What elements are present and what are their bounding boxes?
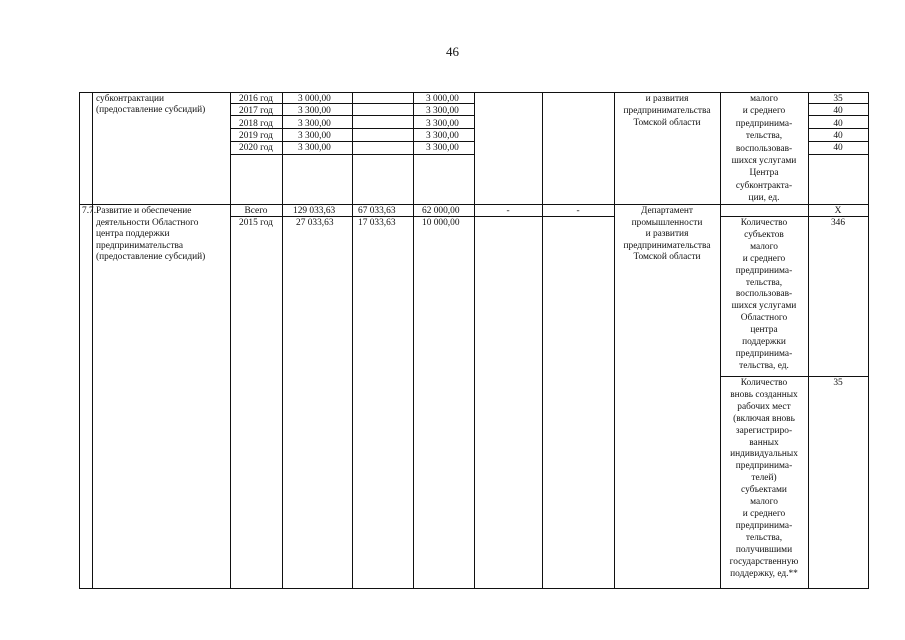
- total-2015: 27 033,63: [296, 218, 334, 228]
- executor-line: предпринимательства: [623, 106, 711, 116]
- prev-name-line: (предоставление субсидий): [96, 104, 206, 115]
- page-number: 46: [446, 44, 459, 59]
- regional-cell: 3 300,00: [426, 143, 459, 154]
- executor-line: Департамент: [641, 206, 693, 216]
- total-all: 129 033,63: [293, 206, 336, 216]
- indicator-line: вновь созданных: [730, 389, 798, 400]
- regional-cell: 3 000,00: [426, 94, 459, 104]
- value-cell: 40: [833, 118, 843, 129]
- total-cell: 3 300,00: [298, 130, 331, 141]
- prev-indicator: [720, 93, 808, 205]
- item-name-line: центра поддержки: [96, 229, 170, 240]
- year-cell: 2016 год: [239, 94, 273, 104]
- regional-cell: 3 300,00: [426, 106, 459, 117]
- prev-values: [808, 93, 868, 154]
- indicator-line: получившими: [735, 544, 793, 555]
- indicator-line: субъектами: [741, 485, 787, 496]
- indicator-1-value: 346: [830, 218, 846, 228]
- prev-totals: [298, 93, 331, 154]
- value-cell: 35: [833, 94, 843, 104]
- indicator-line: шихся услугами: [731, 156, 797, 167]
- indicator-line: и среднего: [742, 106, 786, 117]
- year-cell: 2018 год: [239, 118, 273, 129]
- indicator-line: центра: [750, 325, 778, 336]
- indicator-line: рабочих мест: [737, 401, 791, 412]
- total-cell: 3 000,00: [298, 94, 331, 104]
- indicator-line: зарегистриро-: [735, 425, 793, 436]
- federal-all: 67 033,63: [358, 206, 396, 216]
- item-executor: [614, 206, 720, 264]
- other-all: -: [576, 206, 580, 216]
- indicator-line: шихся услугами: [731, 301, 797, 312]
- regional-all: 62 000,00: [422, 206, 460, 216]
- indicator-line: телей): [751, 473, 777, 484]
- item-number: 7.7.: [82, 206, 97, 216]
- total-cell: 3 300,00: [298, 143, 331, 154]
- executor-line: и развития: [645, 229, 689, 240]
- value-cell: 40: [833, 106, 843, 117]
- indicator-line: воспользовав-: [735, 143, 793, 154]
- indicator-line: тельства, ед.: [739, 360, 789, 371]
- value-cell: 40: [833, 143, 843, 154]
- indicator-line: предпринима-: [735, 265, 793, 276]
- indicator-line: (включая вновь: [733, 413, 795, 424]
- item-name-line: предпринимательства: [96, 240, 183, 251]
- prev-name: [96, 94, 205, 115]
- indicator-line: малого: [750, 241, 778, 252]
- prev-regional: [426, 93, 459, 154]
- item-name-line: Развитие и обеспечение: [96, 206, 192, 216]
- executor-line: предпринимательства: [623, 240, 711, 251]
- indicator-line: индивидуальных: [730, 449, 798, 460]
- indicator-line: тельства,: [745, 277, 783, 288]
- total-cell: 3 300,00: [298, 106, 331, 117]
- year-2015: 2015 год: [239, 218, 273, 228]
- indicator-line: Областного: [740, 313, 788, 324]
- year-cell: 2017 год: [239, 106, 273, 117]
- prev-executor: [614, 93, 720, 129]
- indicator-line: малого: [750, 497, 778, 508]
- indicator-2: [720, 378, 808, 580]
- indicator-line: государственную: [729, 556, 799, 567]
- indicator-line: воспользовав-: [735, 289, 793, 300]
- executor-line: Томской области: [633, 118, 701, 128]
- prev-name-line: субконтрактации: [96, 94, 165, 104]
- indicator-line: поддержки: [742, 337, 786, 348]
- indicator-line: и среднего: [742, 253, 786, 264]
- regional-cell: 3 300,00: [426, 130, 459, 141]
- value-cell: 40: [833, 130, 843, 141]
- local-all: -: [506, 206, 510, 216]
- item-name: [96, 206, 205, 264]
- year-total: Всего: [244, 206, 268, 216]
- indicator-line: предпринима-: [735, 461, 793, 472]
- total-cell: 3 300,00: [298, 118, 331, 129]
- indicator-line: ванных: [749, 437, 779, 448]
- indicator-line: предпринима-: [735, 520, 793, 531]
- year-cell: 2020 год: [239, 143, 273, 154]
- indicator-line: и среднего: [742, 508, 786, 519]
- year-cell: 2019 год: [239, 130, 273, 141]
- executor-line: и развития: [645, 94, 689, 104]
- prev-years: [230, 93, 282, 154]
- executor-line: Томской области: [633, 252, 701, 263]
- indicator-line: субъектов: [744, 229, 784, 240]
- executor-line: промышленности: [631, 217, 703, 228]
- federal-2015: 17 033,63: [358, 218, 396, 228]
- indicator-line: Центра: [749, 168, 779, 179]
- indicator-line: ции, ед.: [748, 193, 780, 204]
- item-name-line: (предоставление субсидий): [96, 252, 206, 263]
- indicator-line: Количество: [740, 378, 788, 388]
- indicator-line: предпринима-: [735, 118, 793, 129]
- indicator-line: поддержку, ед.**: [730, 568, 798, 579]
- item-name-line: деятельности Областного: [96, 217, 199, 228]
- indicator-line: тельства,: [745, 532, 783, 543]
- regional-2015: 10 000,00: [422, 218, 460, 228]
- indicator-1: [720, 218, 808, 373]
- indicator-line: малого: [750, 94, 778, 104]
- indicator-line: Количество: [740, 218, 788, 228]
- indicator-2-value: 35: [833, 378, 843, 388]
- indicator-line: субконтракта-: [735, 180, 793, 191]
- value-total: X: [834, 206, 842, 216]
- indicator-line: предпринима-: [735, 348, 793, 359]
- indicator-line: тельства,: [745, 131, 783, 142]
- regional-cell: 3 300,00: [426, 118, 459, 129]
